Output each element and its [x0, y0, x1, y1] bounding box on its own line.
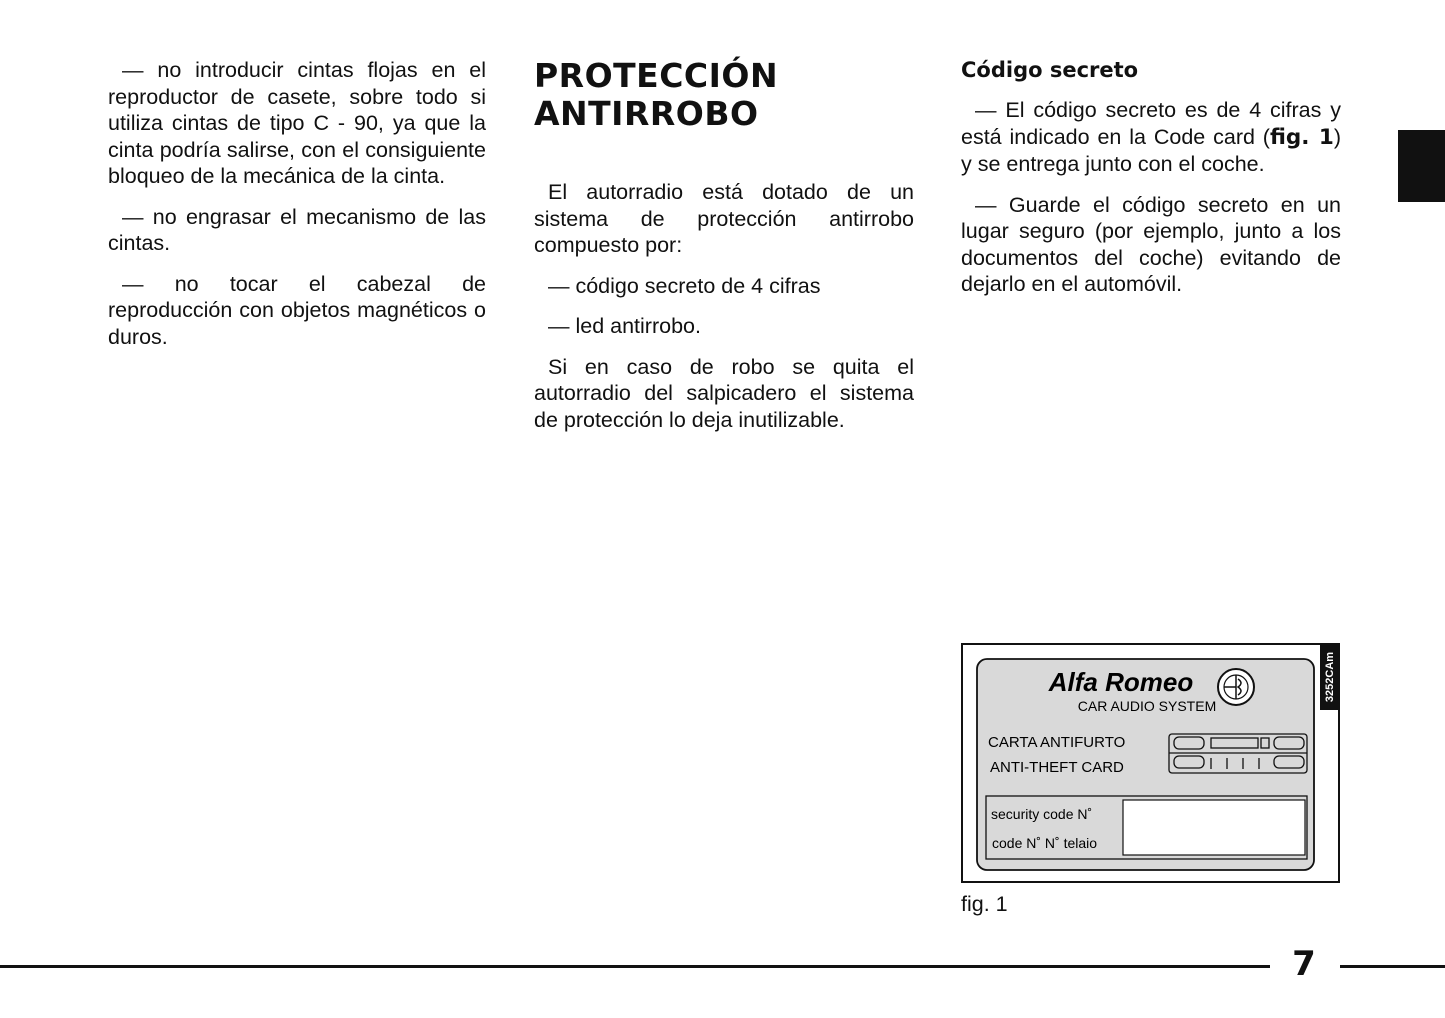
text: — El código secreto es de 4 cifras y está indicado en la Code card (	[961, 98, 1341, 149]
section-heading	[534, 57, 914, 133]
paragraph	[961, 97, 1341, 178]
footer-rule	[0, 965, 1270, 968]
paragraph: — no introducir cintas flojas en el reproductor de casete, sobre todo si utiliza cintas de tipo C - 90, ya que la cinta podría salirse, con el consiguiente bloqueo de la mecánica de la cinta.	[108, 58, 486, 188]
brand-logo: Alfa Romeo	[1048, 667, 1194, 697]
paragraph: — no tocar el cabezal de reproducción con objetos magnéticos o duros.	[108, 271, 486, 349]
field-label: code N˚ N˚ telaio	[992, 835, 1098, 851]
figure-reference: fig. 1	[1269, 124, 1334, 150]
card-title: CARTA ANTIFURTO	[988, 734, 1126, 751]
alfa-romeo-emblem-icon	[1218, 669, 1254, 705]
page-number: 7	[1292, 944, 1316, 984]
subsection-heading: Código secreto	[961, 58, 1139, 82]
paragraph: — Guarde el código secreto en un lugar seguro (por ejemplo, junto a los documentos del coche) evitando de dejarlo en el automóvil.	[961, 192, 1341, 296]
column-middle	[534, 57, 914, 447]
card-title: ANTI-THEFT CARD	[990, 759, 1124, 776]
figure-caption: fig. 1	[961, 892, 1008, 916]
card-subtitle: CAR AUDIO SYSTEM	[1077, 698, 1217, 714]
field-label: security code N˚	[991, 806, 1093, 822]
heading-line: ANTIRROBO	[534, 94, 759, 133]
paragraph: El autorradio está dotado de un sistema de protección antirrobo compuesto por:	[534, 180, 914, 257]
paragraph: Si en caso de robo se quita el autorradio del salpicadero el sistema de protección lo deja inutilizable.	[534, 354, 914, 432]
footer-rule	[1340, 965, 1445, 968]
column-left	[108, 57, 486, 364]
heading-line: PROTECCIÓN	[534, 56, 779, 95]
section-tab	[1398, 130, 1445, 202]
paragraph: — no engrasar el mecanismo de las cintas.	[108, 204, 486, 255]
anti-theft-card-figure	[961, 643, 1340, 883]
paragraph: — código secreto de 4 cifras	[548, 273, 821, 298]
figure-ref-code: 3252CAm	[1324, 651, 1336, 703]
paragraph: — led antirrobo.	[548, 314, 701, 338]
text: ) y se entrega junto con el coche.	[961, 124, 1341, 176]
column-right	[961, 57, 1341, 312]
